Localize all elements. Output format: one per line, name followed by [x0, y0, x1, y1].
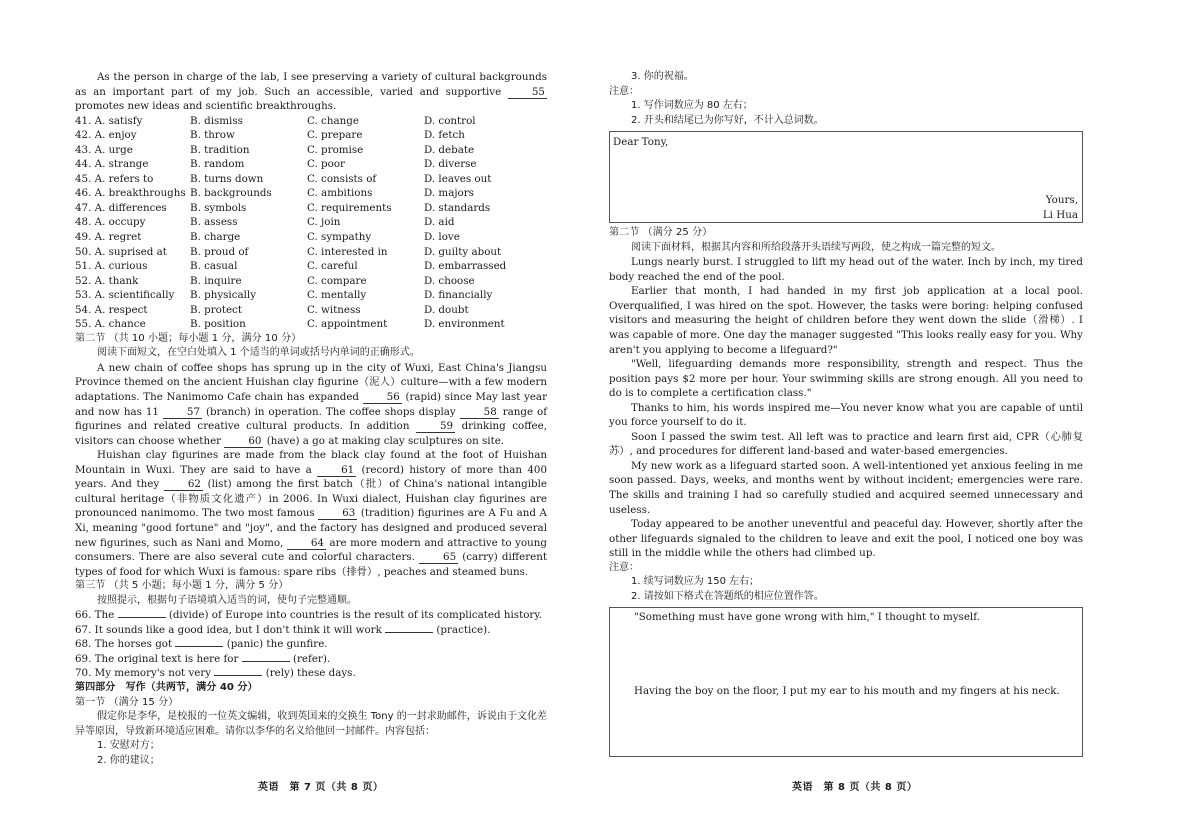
right-page — [609, 70, 1083, 757]
story-paragraph: My new work as a lifeguard started soon. A well-intentioned yet anxious feeling in me soon passed. Days, weeks, and months went by without incident; emergencies were rare. The skills and training I had so carefully studied and acquired seemed unnecessary and useless. — [609, 459, 1083, 516]
writing-1-prompt: 假定你是李华，是校报的一位英文编辑，收到英国来的交换生 Tony 的一封求助邮件，诉说由于文化差异等原因，导致新环境适应困难。请你以李华的名义给他回一封邮件。内容包括： — [75, 711, 547, 737]
options-table — [75, 114, 547, 332]
note-b-2: 2. 请按如下格式在答题纸的相应位置作答。 — [631, 590, 824, 602]
option-row: 48. A. occupy B. assess C. join D. aid — [75, 216, 455, 229]
note-label: 注意： — [609, 85, 639, 97]
option-row: 43. A. urge B. tradition C. promise D. debate — [75, 143, 475, 156]
section-2-title: 第二节 （共 10 小题；每小题 1 分，满分 10 分） — [75, 332, 302, 344]
story-paragraph: Thanks to him, his words inspired me—You never know what you are capable of until you force yourself to do it. — [609, 401, 1083, 429]
option-row: 44. A. strange B. random C. poor D. diverse — [75, 158, 477, 171]
part-4-title: 第四部分 写作（共两节，满分 40 分） — [75, 681, 258, 693]
answer-blank-58[interactable]: 58 — [460, 407, 499, 419]
grammar-passage-p1: A new chain of coffee shops has sprung up in the city of Wuxi, East China's Jiangsu Province themed on the ancient Huishan clay figurine（泥人）culture—with a few modern adaptations. The Nanimomo Cafe chain has expanded 56 (rapid) since May last year and now has 11 57 (branch) in operation. The coffee shops display 58 range of figurines and related creative cultural products. In addition 59 drinking coffee, visitors can choose whether 60 (have) a go at making clay sculptures on site. — [75, 361, 548, 447]
letter-greeting: Dear Tony, — [613, 136, 669, 149]
story-paragraph: "Well, lifeguarding demands more responsibility, strength and respect. Thus the position pays $2 more per hour. Your swimming skills are strong enough. All you need to do is to complete a certification class." — [609, 358, 1083, 400]
option-row: 50. A. suprised at B. proud of C. interested in D. guilty about — [75, 245, 502, 258]
writing-1-title: 第一节 （满分 15 分） — [75, 696, 179, 708]
option-row: 53. A. scientifically B. physically C. mentally D. financially — [75, 289, 493, 302]
paragraph-2-opener: Having the boy on the floor, I put my ear to his mouth and my fingers at his neck. — [634, 685, 1060, 698]
story-paragraph: Lungs nearly burst. I struggled to lift my head out of the water. Inch by inch, my tired body reached the end of the pool. — [609, 256, 1083, 283]
note-1: 1. 写作词数应为 80 左右； — [631, 100, 753, 112]
option-row: 52. A. thank B. inquire C. compare D. choose — [75, 274, 475, 287]
section-3-title: 第三节 （共 5 小题；每小题 1 分，满分 5 分） — [75, 580, 289, 592]
note-2: 2. 开头和结尾已为你写好，不计入总词数。 — [631, 114, 824, 126]
answer-blank-64[interactable]: 64 — [287, 538, 326, 550]
section-2-instruction: 阅读下面短文，在空白处填入 1 个适当的单词或括号内单词的正确形式。 — [97, 347, 420, 359]
answer-blank-59[interactable]: 59 — [416, 421, 455, 433]
option-row: 47. A. differences B. symbols C. requirements D. standards — [75, 201, 491, 214]
option-row: 55. A. chance B. position C. appointment D. environment — [75, 318, 505, 331]
question-68: 68. The horses got (panic) the gunfire. — [75, 638, 328, 651]
question-67: 67. It sounds like a good idea, but I don't think it will work (practice). — [75, 623, 491, 636]
answer-blank-66[interactable] — [118, 617, 166, 618]
answer-blank-70[interactable] — [214, 675, 262, 676]
answer-blank-67[interactable] — [385, 632, 433, 633]
option-row: 54. A. respect B. protect C. witness D. doubt — [75, 303, 469, 316]
option-row: 51. A. curious B. casual C. careful D. embarrassed — [75, 260, 507, 273]
section-3-instruction: 按照提示，根据句子语境填入适当的词，使句子完整通顺。 — [97, 594, 357, 606]
option-row: 45. A. refers to B. turns down C. consists of D. leaves out — [75, 172, 492, 185]
note-label-2: 注意： — [609, 561, 639, 573]
answer-blank-68[interactable] — [175, 646, 223, 647]
answer-blank-61[interactable]: 61 — [317, 465, 356, 477]
option-row: 46. A. breakthroughs B. backgrounds C. ambitions D. majors — [75, 187, 474, 200]
answer-blank-65[interactable]: 65 — [419, 552, 458, 564]
page-footer-7: 英语 第 7 页（共 8 页） — [258, 782, 384, 793]
continuation-answer-box[interactable] — [609, 607, 1083, 757]
answer-blank-57[interactable]: 57 — [163, 407, 202, 419]
writing-1-item-3: 3. 你的祝福。 — [631, 71, 694, 82]
page-footer-8: 英语 第 8 页（共 8 页） — [792, 782, 918, 793]
cloze-intro-end: As the person in charge of the lab, I see preserving a variety of cultural backgrounds as an important part of my job. Such an accessible, varied and supportive 55 promotes new ideas and scientific breakthroughs. — [75, 71, 547, 113]
story-paragraph: Soon I passed the swim test. All left was to practice and learn first aid, CPR（心肺复苏）, and procedures for different land-based and water-based emergencies. — [609, 430, 1083, 458]
answer-blank-63[interactable]: 63 — [318, 508, 357, 520]
writing-2-instruction: 阅读下面材料，根据其内容和所给段落开头语续写两段，使之构成一篇完整的短文。 — [631, 241, 1001, 253]
writing-2-title: 第二节 （满分 25 分） — [609, 227, 713, 239]
answer-blank-69[interactable] — [242, 661, 290, 662]
option-row: 41. A. satisfy B. dismiss C. change D. control — [75, 114, 476, 127]
answer-blank-60[interactable]: 60 — [224, 436, 263, 448]
question-69: 69. The original text is here for (refer). — [75, 652, 331, 665]
story-paragraph: Today appeared to be another uneventful and peaceful day. However, shortly after the other lifeguards signaled to the children to leave and exit the pool, I noticed one boy was still in the middle while the others had climbed up. — [609, 518, 1083, 560]
note-b-1: 1. 续写词数应为 150 左右； — [631, 576, 760, 588]
option-row: 49. A. regret B. charge C. sympathy D. love — [75, 231, 460, 244]
option-row: 42. A. enjoy B. throw C. prepare D. fetch — [75, 129, 465, 142]
letter-signature: Li Hua — [1042, 209, 1078, 222]
answer-blank-62[interactable]: 62 — [164, 479, 203, 491]
answer-blank-55[interactable]: 55 — [508, 87, 547, 99]
letter-answer-box[interactable] — [609, 131, 1083, 223]
writing-1-item-2: 2. 你的建议； — [97, 754, 160, 766]
question-70: 70. My memory's not very (rely) these days. — [75, 667, 356, 680]
grammar-passage-p2: Huishan clay figurines are made from the black clay found at the foot of Huishan Mountain in Wuxi. They are said to have a 61 (record) history of more than 400 years. And they 62 (list) among the first batch（批）of China's national intangible cultural heritage（非物质文化遗产）in 2006. In Wuxi dialect, Huishan clay figurines are pronounced nanimomo. The two most famous 63 (tradition) figurines are A Fu and A Xi, meaning "good fortune" and "joy", and the factory has designed and produced several new figurines, such as Nani and Momo, 64 are more modern and attractive to young consumers. There are also several cute and colorful characters. 65 (carry) different types of food for which Wuxi is famous: spare ribs（排骨）, peaches and steamed buns. — [75, 449, 548, 578]
story-paragraph: Earlier that month, I had handed in my first job application at a local pool. Overqualified, I was hired on the spot. However, the tasks were boring: helping confused visitors and measuring the height of children before they went down the slide（滑梯）. I was capable of more. One day the manager suggested "This looks really easy for you. Why aren't you applying to become a lifeguard?" — [609, 285, 1083, 356]
question-66: 66. The (divide) of Europe into countries is the result of its complicated history. — [75, 609, 543, 622]
paragraph-1-opener: "Something must have gone wrong with him," I thought to myself. — [634, 611, 980, 624]
answer-blank-56[interactable]: 56 — [363, 392, 402, 404]
left-page — [75, 70, 547, 768]
letter-closing: Yours, — [1045, 194, 1078, 207]
writing-1-item-1: 1. 安慰对方； — [97, 740, 160, 752]
